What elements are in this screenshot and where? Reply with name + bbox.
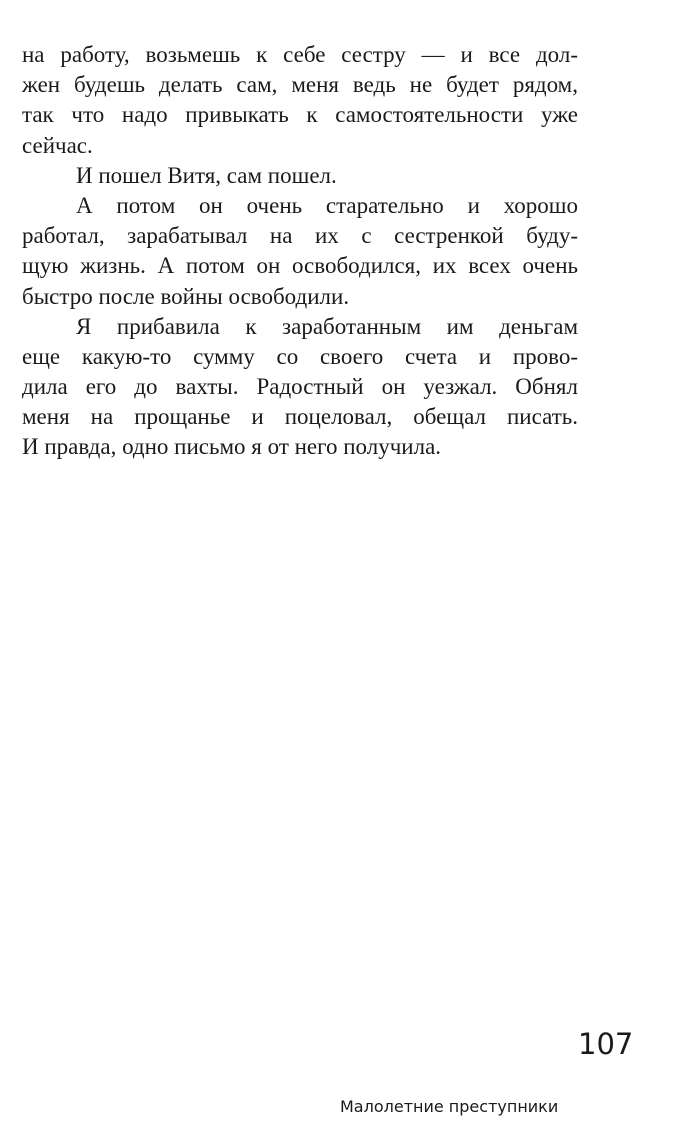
running-footer: Малолетние преступники <box>340 1097 559 1116</box>
text-line: И правда, одно письмо я от него получила. <box>22 434 442 460</box>
text-line: так что надо привыкать к самостоятельности уже <box>22 102 578 128</box>
text-line: дила его до вахты. Радостный он уезжал. Обнял <box>22 374 578 400</box>
text-line: жен будешь делать сам, меня ведь не будет рядом, <box>22 72 578 98</box>
text-line: А потом он очень старательно и хорошо <box>76 192 578 218</box>
text-line: быстро после войны освободили. <box>22 283 350 309</box>
text-line: щую жизнь. А потом он освободился, их всех очень <box>22 253 578 279</box>
page-number: 107 <box>578 1027 634 1061</box>
text-line: сейчас. <box>22 132 93 158</box>
text-line: И пошел Витя, сам пошел. <box>76 162 337 188</box>
text-line: меня на прощанье и поцеловал, обещал писать. <box>22 404 578 430</box>
text-line: на работу, возьмешь к себе сестру — и все дол- <box>22 42 578 67</box>
text-line: работал, зарабатывал на их с сестренкой буду- <box>22 223 578 249</box>
text-line: Я прибавила к заработанным им деньгам <box>76 313 578 339</box>
body-text <box>22 40 578 463</box>
text-line: еще какую-то сумму со своего счета и прово- <box>22 343 578 369</box>
